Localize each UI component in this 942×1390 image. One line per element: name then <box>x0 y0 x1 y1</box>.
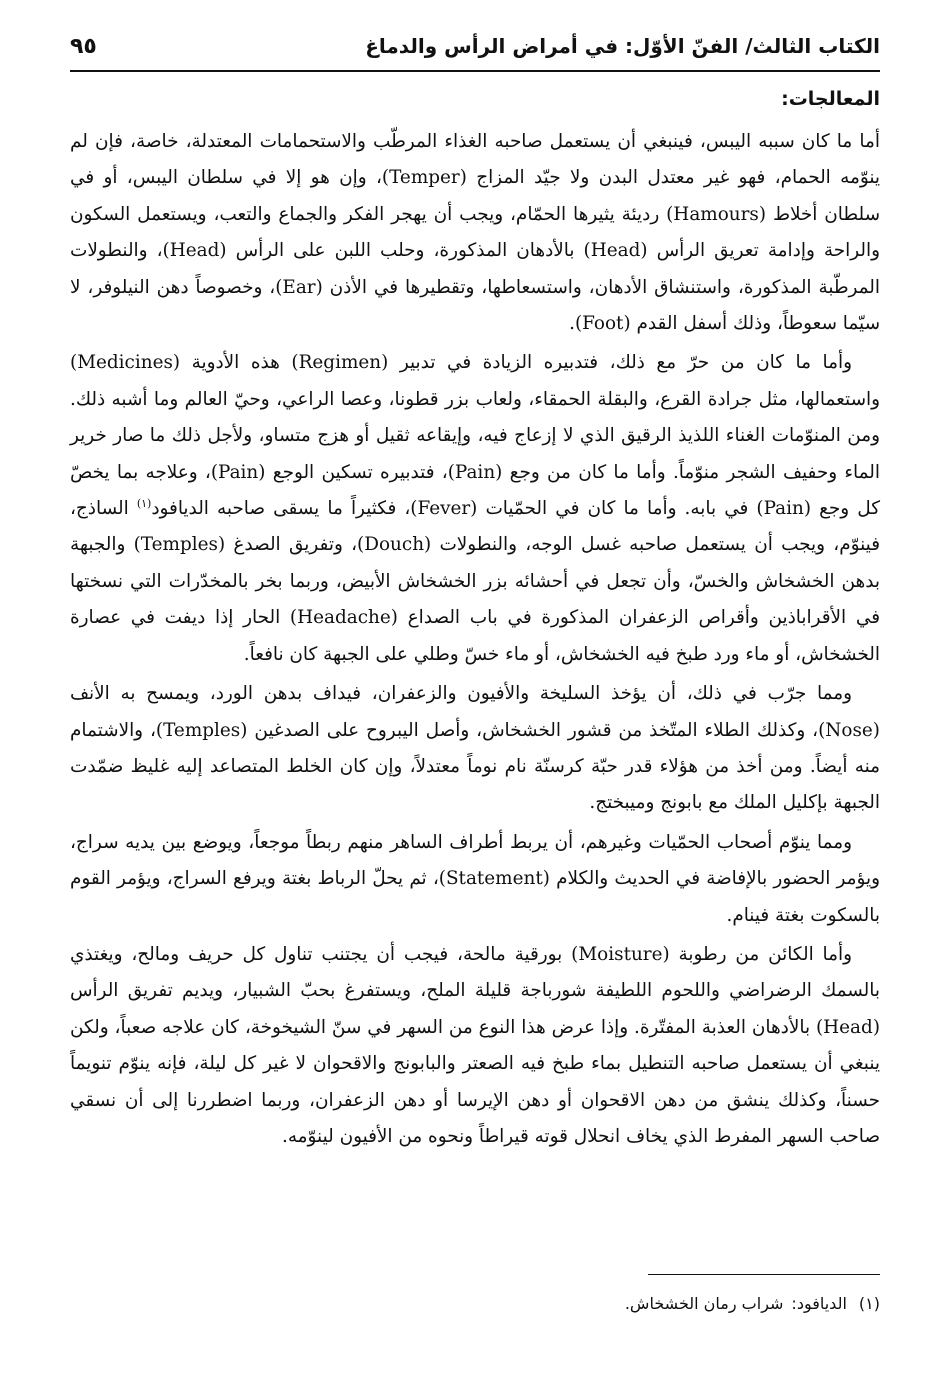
footnote-text: شراب رمان الخشخاش. <box>624 1294 784 1313</box>
paragraph-2-text: وأما ما كان من حرّ مع ذلك، فتدبيره الزيادة في تدبير (Regimen) هذه الأدوية (Medicines) واستعمالها، مثل جرادة القرع، والبقلة الحمقاء، ولعاب بزر قطونا، وعصا الراعي، وحيّ العالم وما أشبه ذلك. ومن المنوّمات الغناء اللذيذ الرقيق الذي لا إزعاج فيه، وإيقاعه ثقيل أو هزج متساو، ولأجل ذلك ما صار خرير الماء وحفيف الشجر منوّماً. وأما ما كان من وجع (Pain)، فتدبيره تسكين الوجع (Pain)، وعلاجه بما يخصّ كل وجع (Pain) في بابه. وأما ما كان في الحمّيات (Fever)، فكثيراً ما يسقى صاحبه الديافود <box>70 352 881 520</box>
header-divider <box>70 70 880 72</box>
paragraph-2-continuation: الساذج، فينوّم، ويجب أن يستعمل صاحبه غسل الوجه، والنطولات (Douch)، وتفريق الصدغ (Temples) والجبهة بدهن الخشخاش والخسّ، وأن تجعل في أحشائه بزر الخشخاش الأبيض، وربما بخر بالمخدّرات التي نسختها في الأقراباذين وأقراص الزعفران المذكورة في باب الصداع (Headache) الحار إذا ديفت في عصارة الخشخاش، أو ماء ورد طبخ فيه الخشخاش، أو ماء خسّ وطلي على الجبهة كان نافعاً. <box>70 498 880 665</box>
running-header <box>70 26 880 66</box>
page-number: ٩٥ <box>70 33 97 59</box>
paragraph-1: أما ما كان سببه اليبس، فينبغي أن يستعمل صاحبه الغذاء المرطّب والاستحمامات المعتدلة، خاصة، فإن لم ينوّمه الحمام، فهو غير معتدل البدن ولا جيّد المزاج (Temper)، وإن هو إلا في سلطان اليبس، أو في سلطان أخلاط (Hamours) رديئة يثيرها الحمّام، ويجب أن يهجر الفكر والجماع والتعب، ويستعمل السكون والراحة وإدامة تعريق الرأس (Head) بالأدهان المذكورة، وحلب اللبن على الرأس (Head)، والنطولات المرطّبة المذكورة، واستنشاق الأدهان، واستسعاطها، وتقطيرها في الأذن (Ear)، وخصوصاً دهن النيلوفر، لا سيّما سعوطاً، وذلك أسفل القدم (Foot). <box>70 131 881 335</box>
footnote-divider <box>648 1274 880 1275</box>
section-heading: المعالجات: <box>781 88 880 110</box>
footnote <box>70 1290 880 1318</box>
footnote-number: (١) <box>858 1294 880 1313</box>
running-title: الكتاب الثالث/ الفنّ الأوّل: في أمراض الرأس والدماغ <box>365 34 880 58</box>
paragraph-2 <box>70 345 880 673</box>
body-text <box>70 124 880 1158</box>
footnote-term: الديافود: <box>791 1294 847 1313</box>
footnote-reference[interactable]: (١) <box>136 496 152 510</box>
paragraph-5: وأما الكائن من رطوبة (Moisture) بورقية مالحة، فيجب أن يجتنب تناول كل حريف ومالح، ويغتذي بالسمك الرضراضي واللحوم اللطيفة شورباجة قليلة الملح، ويستفرغ بحبّ الشبيار، ويديم تفريق الرأس (Head) بالأدهان العذبة المفتّرة. وإذا عرض هذا النوع من السهر في سنّ الشيخوخة، كان علاجه صعباً، ولكن ينبغي أن يستعمل صاحبه التنطيل بماء طبخ فيه الصعتر والبابونج والاقحوان لا غير كل ليلة، فإنه ينوّم تنويماً حسناً، وكذلك ينشق من دهن الاقحوان أو دهن الإيرسا أو دهن الزعفران، وربما اضطررنا إلى أن نسقي صاحب السهر المفرط الذي يخاف انحلال قوته قيراطاً ونحوه من الأفيون لينوّمه. <box>70 943 880 1147</box>
paragraph-4: ومما ينوّم أصحاب الحمّيات وغيرهم، أن يربط أطراف الساهر منهم ربطاً موجعاً، ويوضع بين يديه سراج، ويؤمر الحضور بالإفاضة في الحديث والكلام (Statement)، ثم يحلّ الرباط بغتة ويرفع السراج، ويؤمر القوم بالسكوت بغتة فينام. <box>70 831 881 926</box>
paragraph-3: ومما جرّب في ذلك، أن يؤخذ السليخة والأفيون والزعفران، فيداف بدهن الورد، ويمسح به الأنف (Nose)، وكذلك الطلاء المتّخذ من قشور الخشخاش، وأصل اليبروح على الصدغين (Temples)، والاشتمام منه أيضاً. ومن أخذ من هؤلاء قدر حبّة كرسنّة نام نوماً معتدلاً، وإن كان الخلط المتصاعد إليه غليظ ضمّدت الجبهة بإكليل الملك مع بابونج وميبختج. <box>70 683 880 814</box>
